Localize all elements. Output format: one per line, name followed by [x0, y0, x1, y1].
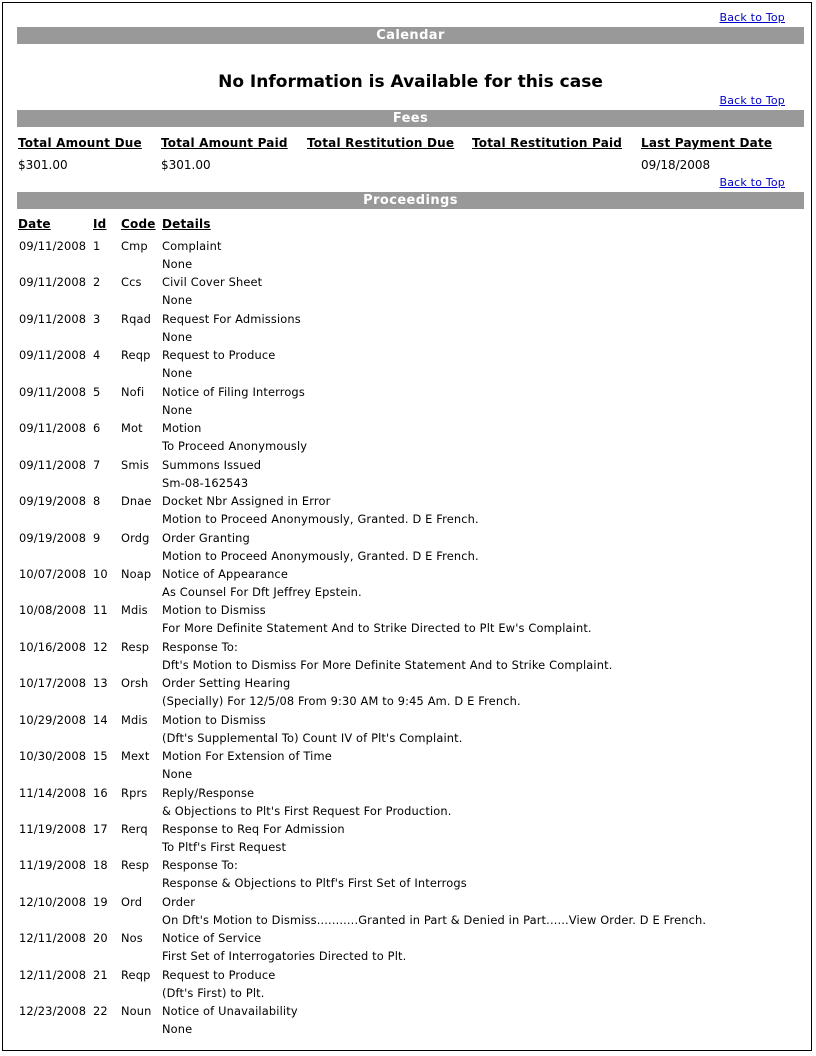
proceeding-description: Request For Admissions [162, 311, 301, 326]
fees-header-total-amount-paid: Total Amount Paid [161, 136, 288, 150]
proceeding-date: 10/30/2008 [19, 749, 87, 764]
proceeding-code: Dnae [121, 494, 152, 509]
proceeding-code: Resp [121, 858, 150, 873]
proceeding-date: 09/19/2008 [19, 494, 87, 509]
proceeding-date: 10/07/2008 [19, 566, 87, 581]
proceeding-id: 20 [93, 931, 108, 946]
proceeding-detail: None [162, 402, 193, 417]
proceeding-row [17, 784, 804, 820]
proceeding-row [17, 383, 804, 419]
proceeding-date: 11/19/2008 [19, 858, 87, 873]
proceeding-detail: Motion to Proceed Anonymously, Granted. D E French. [162, 548, 479, 563]
proceeding-code: Mext [121, 749, 150, 764]
proceeding-id: 9 [93, 530, 101, 545]
proceeding-id: 18 [93, 858, 108, 873]
proceeding-code: Ord [121, 894, 143, 909]
proceeding-description: Docket Nbr Assigned in Error [162, 494, 331, 509]
proceeding-description: Response to Req For Admission [162, 822, 345, 836]
proceeding-description: Request to Produce [162, 348, 276, 363]
proceeding-detail: (Dft's Supplemental To) Count IV of Plt's Complaint. [162, 730, 463, 745]
proceeding-code: Resp [121, 639, 150, 654]
proceeding-detail: None [162, 1022, 193, 1037]
fees-header-total-restitution-due: Total Restitution Due [307, 136, 455, 150]
proceeding-date: 09/11/2008 [19, 275, 87, 290]
proceeding-id: 11 [93, 603, 108, 618]
proceeding-row [17, 966, 804, 1002]
proceeding-date: 11/19/2008 [19, 822, 87, 836]
proceeding-row [17, 310, 804, 346]
proceeding-description: Order Granting [162, 530, 250, 545]
proceeding-detail: & Objections to Plt's First Request For Production. [162, 803, 452, 818]
proceeding-row [17, 893, 804, 929]
proceeding-row [17, 565, 804, 601]
proceeding-code: Rprs [121, 785, 148, 800]
proceeding-date: 11/14/2008 [19, 785, 87, 800]
proceeding-id: 21 [93, 967, 108, 982]
proceeding-id: 2 [93, 275, 101, 290]
proceeding-detail: First Set of Interrogatories Directed to Plt. [162, 949, 407, 964]
proceeding-id: 16 [93, 785, 108, 800]
proceeding-row [17, 638, 804, 674]
fees-header-last-payment-date: Last Payment Date [641, 136, 773, 150]
proceeding-detail: To Pltf's First Request [162, 840, 287, 854]
proceeding-date: 09/11/2008 [19, 421, 87, 436]
proceeding-row [17, 856, 804, 892]
proceeding-row [17, 747, 804, 783]
proceeding-detail: Dft's Motion to Dismiss For More Definite Statement And to Strike Complaint. [162, 657, 613, 672]
proceeding-code: Smis [121, 457, 150, 472]
fees-value-total-amount-paid: $301.00 [161, 158, 211, 172]
proceeding-code: Mot [121, 421, 143, 436]
proceeding-date: 09/11/2008 [19, 348, 87, 363]
proceeding-id: 8 [93, 494, 101, 509]
proceeding-code: Mdis [121, 712, 148, 727]
proceeding-description: Summons Issued [162, 457, 262, 472]
proceedings-table [17, 237, 804, 1039]
proceeding-date: 09/11/2008 [19, 311, 87, 326]
proceeding-code: Ordg [121, 530, 150, 545]
proceeding-detail: To Proceed Anonymously [162, 439, 308, 454]
proceeding-date: 09/11/2008 [19, 239, 87, 253]
proceeding-detail: None [162, 293, 193, 308]
proceeding-id: 10 [93, 566, 108, 581]
proceeding-id: 19 [93, 894, 108, 909]
proceeding-description: Response To: [162, 858, 238, 873]
proceeding-row [17, 346, 804, 382]
proceeding-detail: For More Definite Statement And to Strike Directed to Plt Ew's Complaint. [162, 621, 592, 636]
proceeding-id: 22 [93, 1004, 108, 1019]
proceeding-date: 10/29/2008 [19, 712, 87, 727]
proceedings-header-date: Date [18, 217, 51, 231]
proceeding-code: Nos [121, 931, 143, 946]
proceeding-description: Notice of Filing Interrogs [162, 384, 305, 399]
proceeding-row [17, 601, 804, 637]
proceeding-id: 17 [93, 822, 108, 836]
proceeding-code: Reqp [121, 348, 151, 363]
proceeding-code: Nofi [121, 384, 145, 399]
proceeding-row [17, 419, 804, 455]
proceeding-row [17, 492, 804, 528]
proceeding-description: Response To: [162, 639, 238, 654]
proceeding-detail: Motion to Proceed Anonymously, Granted. D E French. [162, 512, 479, 527]
proceeding-row [17, 456, 804, 492]
proceeding-row [17, 273, 804, 309]
calendar-no-info-message: No Information is Available for this case [218, 72, 603, 92]
proceeding-date: 09/11/2008 [19, 457, 87, 472]
proceeding-detail: Sm-08-162543 [162, 475, 249, 490]
proceeding-code: Rqad [121, 311, 151, 326]
proceeding-id: 4 [93, 348, 101, 363]
proceeding-description: Civil Cover Sheet [162, 275, 263, 290]
proceeding-description: Motion to Dismiss [162, 712, 266, 727]
proceeding-code: Noap [121, 566, 152, 581]
fees-header-total-amount-due: Total Amount Due [18, 136, 142, 150]
page-frame [2, 2, 812, 1051]
proceeding-description: Notice of Service [162, 931, 262, 946]
proceeding-row [17, 929, 804, 965]
proceeding-date: 12/11/2008 [19, 931, 87, 946]
proceeding-description: Order [162, 894, 196, 909]
proceeding-description: Notice of Appearance [162, 566, 289, 581]
back-to-top-link[interactable]: Back to Top [719, 11, 785, 24]
proceeding-id: 6 [93, 421, 101, 436]
proceeding-date: 09/19/2008 [19, 530, 87, 545]
proceeding-description: Reply/Response [162, 785, 255, 800]
proceeding-detail: On Dft's Motion to Dismiss...........Granted in Part & Denied in Part......View Order. D E French. [162, 912, 707, 927]
proceeding-id: 7 [93, 457, 101, 472]
proceeding-description: Request to Produce [162, 967, 276, 982]
proceeding-code: Ccs [121, 275, 142, 290]
back-to-top-link[interactable]: Back to Top [719, 176, 785, 189]
proceeding-detail: None [162, 767, 193, 782]
proceeding-detail: (Dft's First) to Plt. [162, 985, 265, 1000]
fees-header-total-restitution-paid: Total Restitution Paid [472, 136, 623, 150]
proceeding-row [17, 820, 804, 856]
proceeding-description: Order Setting Hearing [162, 676, 291, 691]
proceeding-row [17, 1002, 804, 1038]
proceeding-description: Motion to Dismiss [162, 603, 266, 618]
proceeding-description: Motion [162, 421, 202, 436]
proceeding-code: Noun [121, 1004, 152, 1019]
proceeding-code: Reqp [121, 967, 151, 982]
proceeding-date: 10/08/2008 [19, 603, 87, 618]
proceeding-code: Mdis [121, 603, 148, 618]
proceeding-detail: As Counsel For Dft Jeffrey Epstein. [162, 584, 362, 599]
proceeding-detail: None [162, 257, 193, 271]
proceeding-row [17, 674, 804, 710]
proceeding-description: Notice of Unavailability [162, 1004, 298, 1019]
proceeding-code: Rerq [121, 822, 148, 836]
proceeding-id: 5 [93, 384, 101, 399]
proceeding-date: 10/16/2008 [19, 639, 87, 654]
proceeding-detail: Response & Objections to Pltf's First Set of Interrogs [162, 876, 467, 891]
proceeding-detail: None [162, 329, 193, 344]
proceeding-id: 13 [93, 676, 108, 691]
proceeding-date: 12/23/2008 [19, 1004, 87, 1019]
fees-value-total-amount-due: $301.00 [18, 158, 68, 172]
proceeding-row [17, 711, 804, 747]
proceeding-code: Cmp [121, 239, 148, 253]
proceeding-id: 14 [93, 712, 108, 727]
proceeding-code: Orsh [121, 676, 149, 691]
back-to-top-link[interactable]: Back to Top [719, 94, 785, 107]
proceeding-description: Motion For Extension of Time [162, 749, 332, 764]
proceeding-detail: (Specially) For 12/5/08 From 9:30 AM to 9:45 Am. D E French. [162, 694, 521, 709]
proceeding-row [17, 529, 804, 565]
proceeding-detail: None [162, 366, 193, 381]
proceedings-section-header: Proceedings [17, 192, 804, 209]
calendar-section-header: Calendar [17, 27, 804, 44]
proceeding-id: 3 [93, 311, 101, 326]
proceedings-header-id: Id [93, 217, 107, 231]
proceeding-date: 09/11/2008 [19, 384, 87, 399]
proceeding-description: Complaint [162, 239, 222, 253]
proceedings-header-details: Details [162, 217, 211, 231]
proceeding-id: 12 [93, 639, 108, 654]
proceedings-header-code: Code [121, 217, 156, 231]
proceeding-date: 12/11/2008 [19, 967, 87, 982]
proceeding-date: 10/17/2008 [19, 676, 87, 691]
fees-section-header: Fees [17, 110, 804, 127]
proceeding-id: 1 [93, 239, 101, 253]
fees-value-last-payment-date: 09/18/2008 [641, 158, 711, 172]
proceeding-id: 15 [93, 749, 108, 764]
proceeding-row [17, 237, 804, 273]
proceeding-date: 12/10/2008 [19, 894, 87, 909]
